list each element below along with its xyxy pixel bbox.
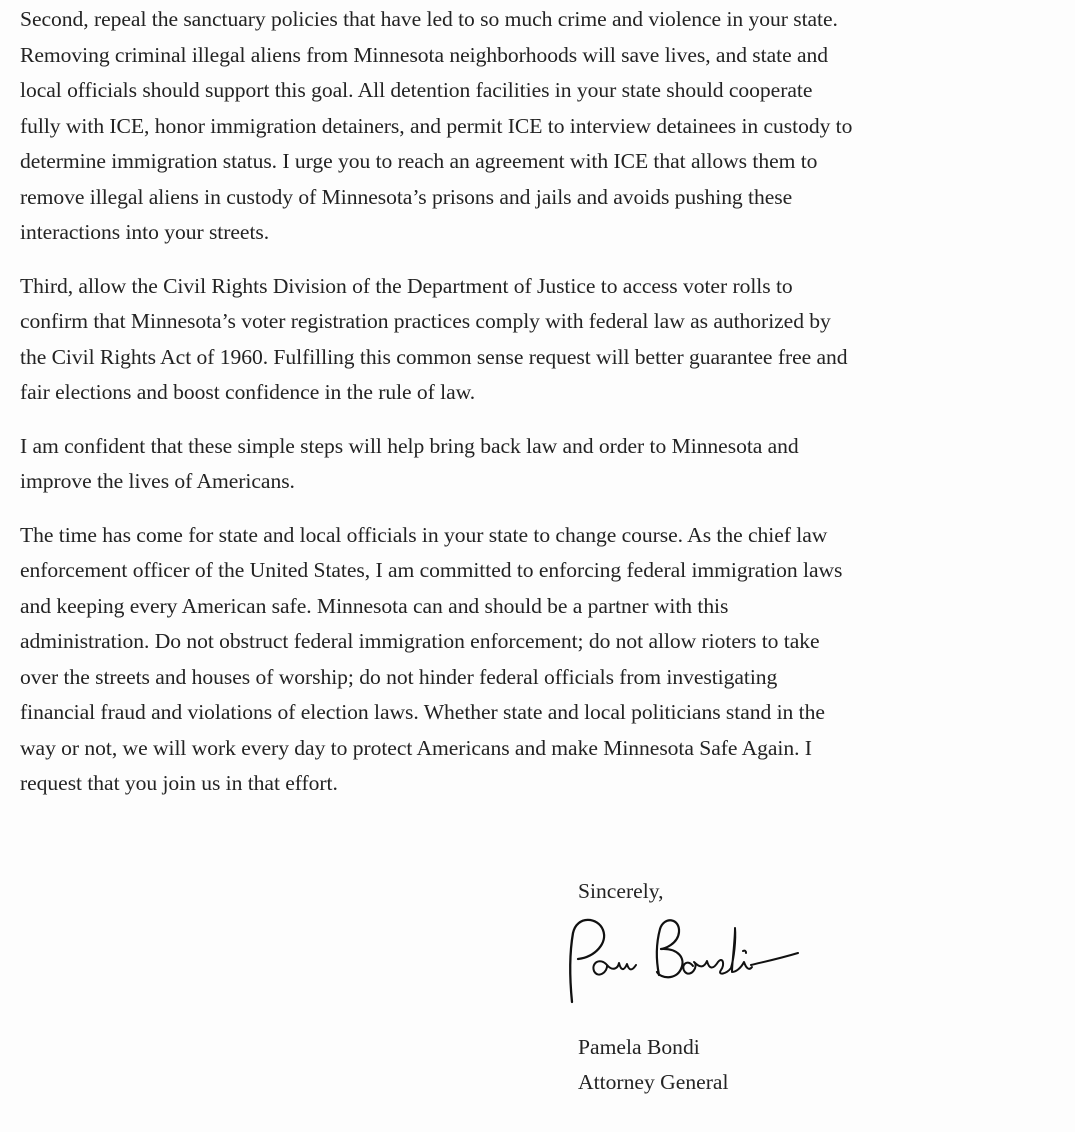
paragraph-line: determine immigration status. I urge you to reach an agreement with ICE that allows them to — [20, 149, 818, 173]
signature-dot — [743, 951, 746, 953]
paragraph-line: Third, allow the Civil Rights Division of the Department of Justice to access voter rolls to — [20, 273, 793, 298]
closing-salutation: Sincerely, — [578, 879, 664, 903]
signature-stroke-ondi — [683, 928, 752, 974]
handwritten-signature — [560, 910, 820, 1010]
signature-graphic — [560, 910, 820, 1010]
paragraph-line: improve the lives of Americans. — [20, 469, 295, 493]
signer-name: Pamela Bondi — [578, 1035, 700, 1059]
paragraph-line: over the streets and houses of worship; do not hinder federal officials from investigating — [20, 664, 778, 689]
paragraph-line: Removing criminal illegal aliens from Minnesota neighborhoods will save lives, and state and — [20, 42, 828, 67]
paragraph-line: the Civil Rights Act of 1960. Fulfilling this common sense request will better guarantee free and — [20, 344, 848, 369]
paragraph-line: remove illegal aliens in custody of Minnesota’s prisons and jails and avoids pushing these — [20, 184, 793, 209]
paragraph-line: The time has come for state and local officials in your state to change course. As the chief law — [20, 522, 828, 547]
paragraph-sanctuary-policies — [20, 2, 1060, 251]
paragraph-line: interactions into your streets. — [20, 220, 270, 244]
paragraph-line: fully with ICE, honor immigration detainers, and permit ICE to interview detainees in custody to — [20, 113, 853, 138]
paragraph-line: financial fraud and violations of election laws. Whether state and local politicians stand in the — [20, 700, 825, 724]
paragraph-line: local officials should support this goal. All detention facilities in your state should cooperate — [20, 78, 813, 102]
paragraph-line: and keeping every American safe. Minnesota can and should be a partner with this — [20, 593, 729, 618]
signature-stroke-am — [593, 961, 636, 974]
signer-block — [578, 1030, 729, 1100]
signature-stroke-b — [657, 920, 683, 977]
paragraph-line: fair elections and boost confidence in the rule of law. — [20, 380, 476, 404]
paragraph-line: way or not, we will work every day to protect Americans and make Minnesota Safe Again. I — [20, 735, 812, 760]
letter-body — [20, 2, 1060, 820]
paragraph-line: confirm that Minnesota’s voter registration practices comply with federal law as authorized by — [20, 309, 831, 333]
paragraph-law-and-order — [20, 429, 1060, 500]
paragraph-change-course — [20, 518, 1060, 802]
paragraph-line: Second, repeal the sanctuary policies that have led to so much crime and violence in your state. — [20, 7, 838, 31]
paragraph-line: enforcement officer of the United States, I am committed to enforcing federal immigration laws — [20, 558, 843, 582]
signature-tail — [751, 953, 798, 965]
paragraph-line: administration. Do not obstruct federal immigration enforcement; do not allow rioters to take — [20, 629, 820, 653]
paragraph-line: I am confident that these simple steps will help bring back law and order to Minnesota and — [20, 433, 799, 458]
paragraph-line: request that you join us in that effort. — [20, 771, 338, 795]
paragraph-voter-rolls — [20, 269, 1060, 411]
signer-title: Attorney General — [578, 1070, 729, 1094]
